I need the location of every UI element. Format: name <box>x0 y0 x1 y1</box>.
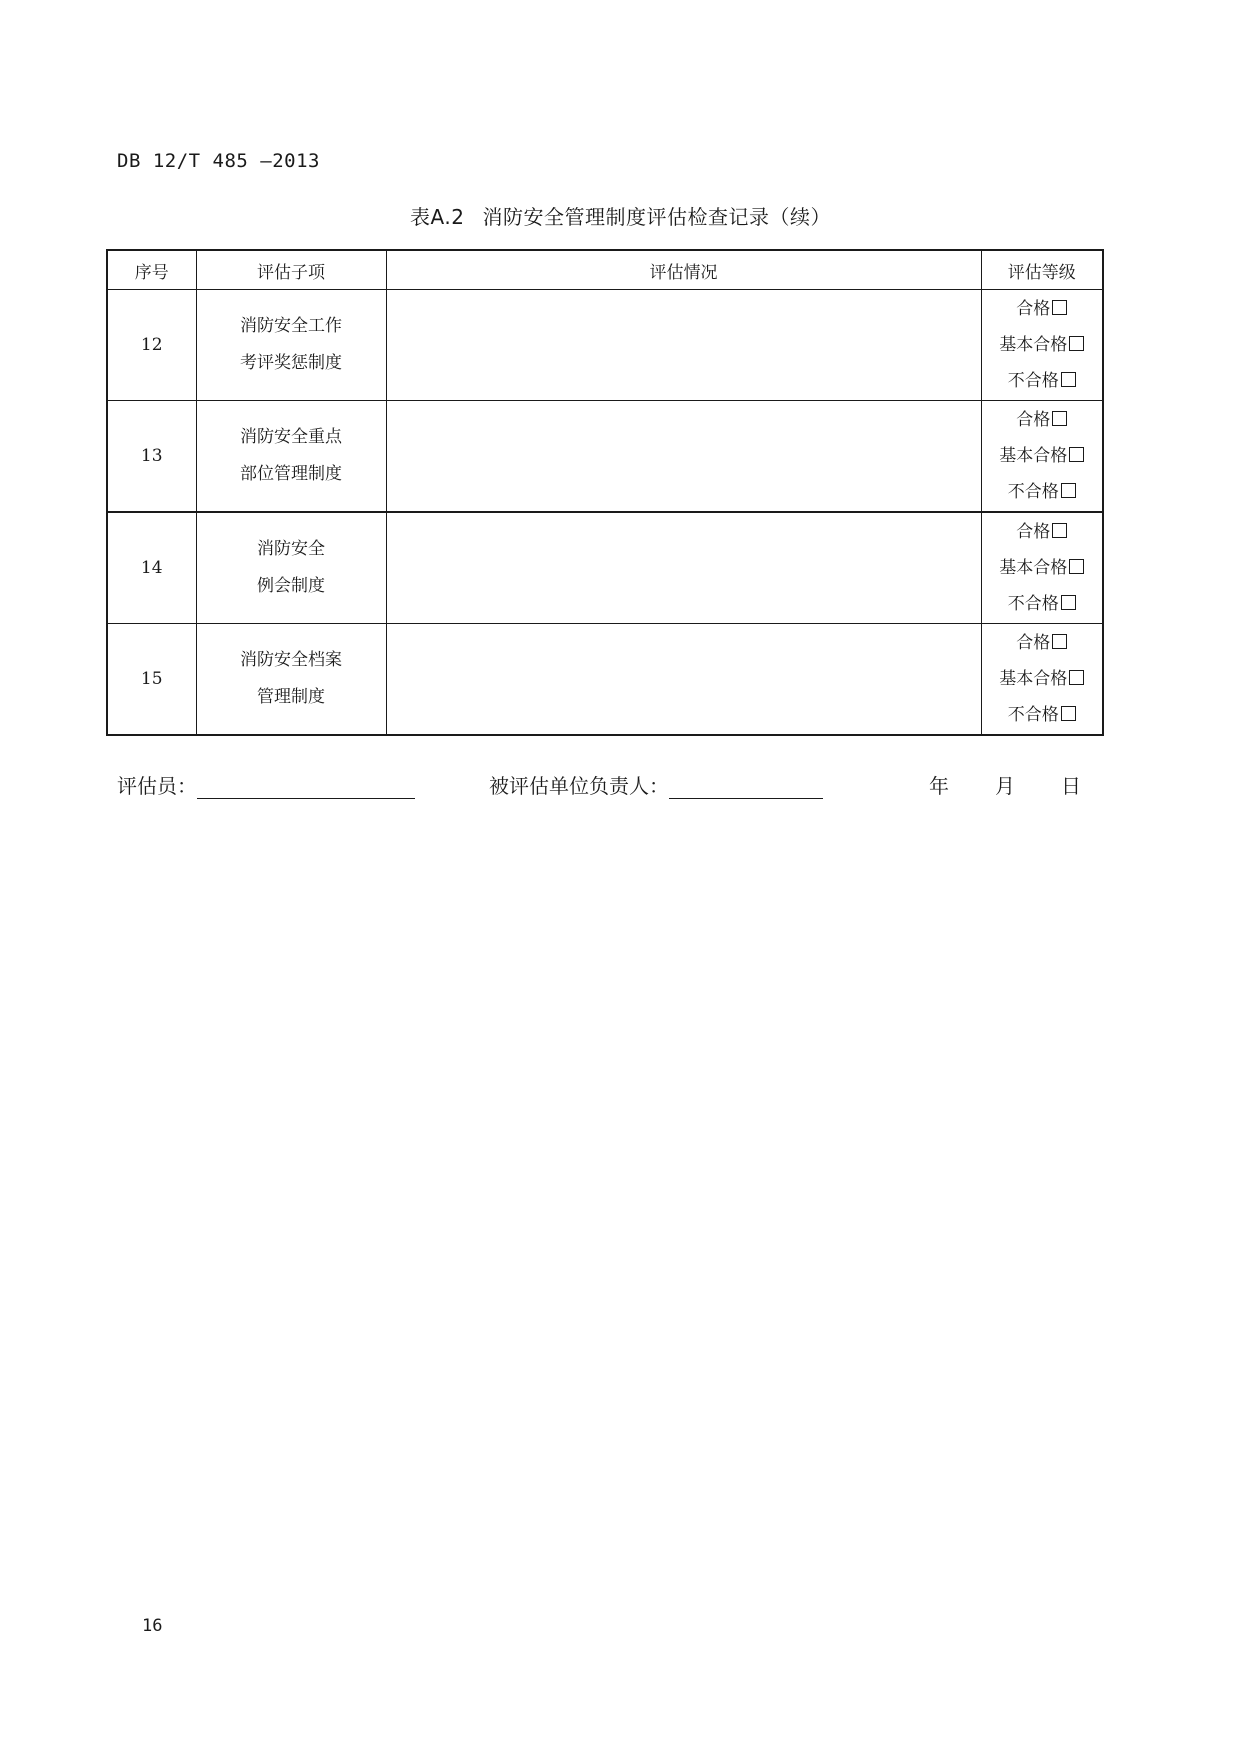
row-situation[interactable] <box>386 624 981 736</box>
row-grade <box>981 624 1103 736</box>
grade-option-basic-pass[interactable]: 基本合格 <box>982 661 1103 697</box>
grade-option-pass[interactable]: 合格 <box>982 514 1103 550</box>
row-number: 14 <box>107 512 196 624</box>
checkbox-icon[interactable] <box>1052 634 1067 649</box>
table-title <box>0 201 1241 230</box>
row-grade <box>981 290 1103 401</box>
checkbox-icon[interactable] <box>1069 447 1084 462</box>
row-grade <box>981 401 1103 513</box>
responsible-label: 被评估单位负责人： <box>489 774 669 798</box>
page-number: 16 <box>142 1616 163 1636</box>
checkbox-icon[interactable] <box>1061 483 1076 498</box>
table-number: 表A.2 <box>410 205 465 229</box>
row-subitem <box>196 290 386 401</box>
row-grade <box>981 512 1103 624</box>
grade-option-pass[interactable]: 合格 <box>982 402 1103 438</box>
signature-line <box>117 770 1097 802</box>
date-day: 日 <box>1061 774 1081 798</box>
responsible-signature <box>489 770 823 799</box>
checkbox-icon[interactable] <box>1052 300 1067 315</box>
grade-option-pass[interactable]: 合格 <box>982 291 1103 327</box>
document-code: DB 12/T 485 —2013 <box>117 150 320 172</box>
subitem-line: 消防安全档案 <box>240 650 342 670</box>
subitem-line: 消防安全工作 <box>240 316 342 336</box>
checkbox-icon[interactable] <box>1069 559 1084 574</box>
row-number: 12 <box>107 290 196 401</box>
date-month: 月 <box>995 774 1015 798</box>
checkbox-icon[interactable] <box>1061 595 1076 610</box>
row-situation[interactable] <box>386 512 981 624</box>
subitem-line: 消防安全重点 <box>240 427 342 447</box>
row-situation[interactable] <box>386 401 981 513</box>
table-row <box>107 624 1103 736</box>
checkbox-icon[interactable] <box>1061 706 1076 721</box>
subitem-line: 部位管理制度 <box>240 464 342 484</box>
subitem-line: 消防安全 <box>257 539 325 559</box>
grade-option-fail[interactable]: 不合格 <box>982 474 1103 510</box>
table-header-row <box>107 250 1103 290</box>
checkbox-icon[interactable] <box>1069 336 1084 351</box>
checkbox-icon[interactable] <box>1069 670 1084 685</box>
row-subitem <box>196 401 386 513</box>
subitem-line: 考评奖惩制度 <box>240 353 342 373</box>
checkbox-icon[interactable] <box>1061 372 1076 387</box>
row-subitem <box>196 512 386 624</box>
table-title-text: 消防安全管理制度评估检查记录（续） <box>482 205 831 229</box>
row-subitem <box>196 624 386 736</box>
subitem-line: 例会制度 <box>257 576 325 596</box>
responsible-signature-field[interactable] <box>669 774 823 799</box>
checkbox-icon[interactable] <box>1052 523 1067 538</box>
grade-option-fail[interactable]: 不合格 <box>982 363 1103 399</box>
grade-option-basic-pass[interactable]: 基本合格 <box>982 550 1103 586</box>
date-year: 年 <box>929 774 949 798</box>
column-header-grade: 评估等级 <box>981 250 1103 290</box>
grade-option-basic-pass[interactable]: 基本合格 <box>982 327 1103 363</box>
table-row <box>107 512 1103 624</box>
assessor-label: 评估员： <box>117 774 197 798</box>
column-header-subitem: 评估子项 <box>196 250 386 290</box>
checkbox-icon[interactable] <box>1052 411 1067 426</box>
table-row <box>107 290 1103 401</box>
row-situation[interactable] <box>386 290 981 401</box>
assessment-record-table <box>106 249 1104 736</box>
subitem-line: 管理制度 <box>257 687 325 707</box>
table-row <box>107 401 1103 513</box>
grade-option-fail[interactable]: 不合格 <box>982 697 1103 733</box>
column-header-number: 序号 <box>107 250 196 290</box>
column-header-situation: 评估情况 <box>386 250 981 290</box>
assessor-signature <box>117 770 415 799</box>
assessor-signature-field[interactable] <box>197 774 415 799</box>
grade-option-basic-pass[interactable]: 基本合格 <box>982 438 1103 474</box>
row-number: 13 <box>107 401 196 513</box>
grade-option-fail[interactable]: 不合格 <box>982 586 1103 622</box>
row-number: 15 <box>107 624 196 736</box>
grade-option-pass[interactable]: 合格 <box>982 625 1103 661</box>
